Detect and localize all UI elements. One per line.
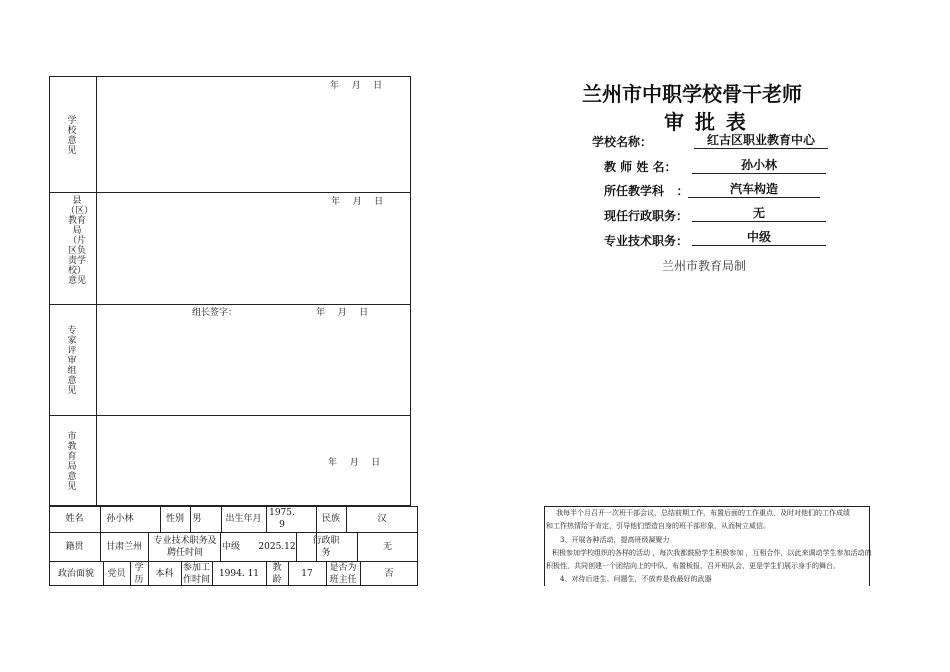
school-name-label: 学校名称：	[592, 135, 653, 149]
panel-leader-signature-label: 组长签字：	[192, 308, 238, 318]
expert-panel-opinion-label: 专家评审组意见	[67, 326, 77, 396]
city-bureau-opinion-label: 市教育局意见	[67, 432, 77, 492]
ethnic-label: 民族	[321, 514, 340, 524]
district-bureau-opinion-label: 县（区）教育局（片区负责学校）意见	[66, 196, 94, 286]
head-teacher-value: 否	[384, 568, 394, 579]
cover-title-line2: 审 批 表	[664, 110, 748, 134]
cell-divider	[296, 532, 297, 561]
work-start-value: 1994. 11	[218, 568, 260, 579]
subject-label: 所任教学科 ：	[604, 184, 689, 198]
admin-position-label: 现任行政职务：	[604, 209, 689, 223]
summary-line: 我每半个月召开一次班干部会议，总结前期工作，布置后面的工作重点，及时对他们的工作成绩	[556, 509, 850, 517]
head-teacher-label: 是否为班主任	[329, 562, 357, 585]
city-bureau-opinion-date: 年 月 日	[328, 458, 382, 468]
origin-label: 籍贯	[65, 541, 84, 552]
summary-line: 和工作热情给予肯定，引导他们塑造自身的班干部形象，从而树立威信。	[546, 522, 770, 530]
name-label: 姓名	[65, 514, 84, 524]
summary-line: 4、对待后进生、问题生，不放弃是我最好的武器	[560, 575, 712, 583]
approval-opinion-table	[49, 76, 411, 506]
section-divider	[49, 192, 411, 193]
birth-value: 1975. 9	[269, 508, 295, 530]
cell-divider	[148, 532, 149, 561]
teaching-years-value: 17	[301, 568, 313, 579]
gender-label: 性别	[165, 514, 184, 524]
label-column-divider	[96, 76, 97, 506]
name-value: 孙小林	[106, 514, 134, 524]
professional-title-value: 中级	[692, 229, 826, 246]
title-label: 专业技术职务及聘任时间	[153, 535, 217, 558]
origin-value: 甘肃兰州	[105, 541, 142, 552]
summary-line: 积极参加学校组织的各样的活动 ，每次我都鼓励学生积极参加 ，互相合作，以此来调动学生参加活动的	[552, 549, 872, 557]
birth-label: 出生年月	[225, 514, 262, 524]
professional-title-label: 专业技术职务：	[604, 234, 689, 248]
admin-label: 行政职务	[312, 535, 340, 558]
cover-title-line1: 兰州市中职学校骨干老师	[582, 82, 802, 106]
school-opinion-label: 学校意见	[67, 116, 77, 156]
summary-line: 3、开展各种活动，提高班级凝聚力	[560, 536, 670, 544]
admin-value: 无	[382, 541, 392, 552]
teacher-name-label: 教 师 姓 名：	[604, 160, 677, 174]
subject-value: 汽车构造	[688, 181, 820, 198]
section-divider	[49, 415, 411, 416]
school-opinion-date: 年 月 日	[330, 81, 384, 91]
teaching-years-label: 教龄	[272, 562, 282, 585]
work-start-label: 参加工作时间	[182, 562, 210, 585]
school-name-value: 红古区职业教育中心	[694, 132, 828, 149]
teacher-name-value: 孙小林	[692, 157, 826, 174]
summary-line: 积极性，共同创建一个团结向上的中队，布置板报、召开班队会，更是学生们展示身手的舞台。	[546, 562, 840, 570]
title-date: 2025.12	[258, 541, 296, 552]
education-label: 学历	[134, 562, 144, 585]
party-label: 政治面貌	[57, 568, 94, 579]
district-bureau-opinion-date: 年 月 日	[331, 197, 385, 207]
party-value: 党员	[107, 568, 126, 579]
gender-value: 男	[192, 514, 202, 524]
ethnic-value: 汉	[377, 514, 387, 524]
admin-position-value: 无	[692, 205, 826, 222]
education-value: 本科	[155, 568, 174, 579]
expert-panel-opinion-date: 年 月 日	[316, 308, 370, 318]
title-value: 中级	[221, 541, 240, 552]
issuer-text: 兰州市教育局制	[662, 259, 747, 273]
